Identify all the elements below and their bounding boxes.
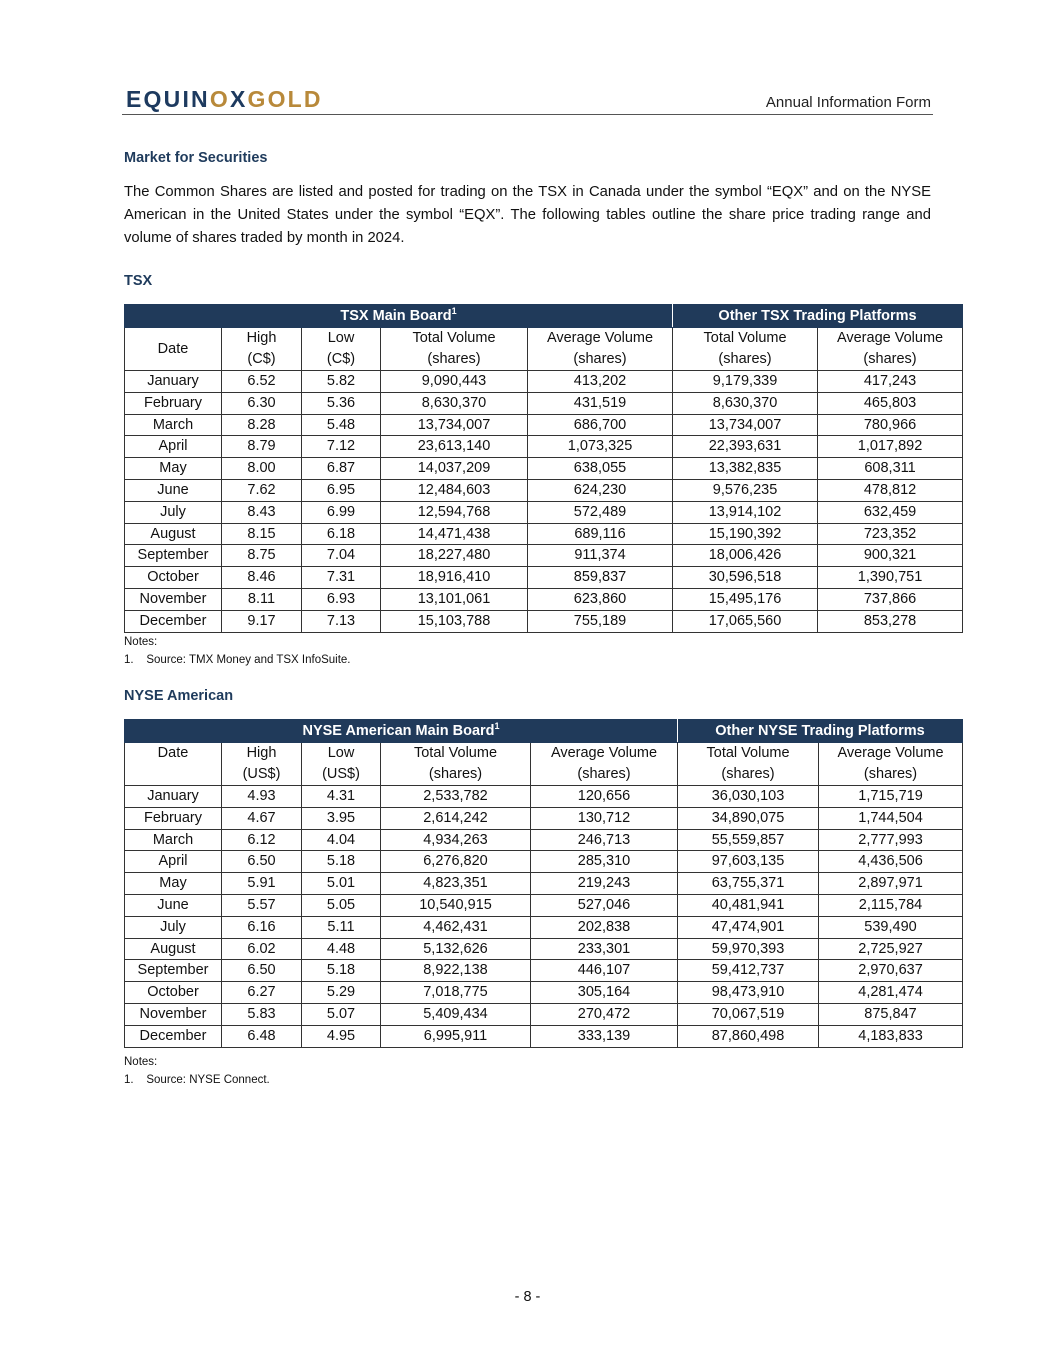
cell-high: 8.46	[222, 567, 302, 589]
cell-date: May	[125, 873, 222, 895]
table-row	[125, 567, 963, 589]
cell-total-volume: 4,934,263	[381, 829, 531, 851]
nyse-table	[124, 719, 963, 1048]
cell-other-total-volume: 13,734,007	[673, 414, 818, 436]
cell-other-total-volume: 55,559,857	[678, 829, 819, 851]
cell-other-average-volume: 1,715,719	[819, 786, 963, 808]
cell-total-volume: 5,409,434	[381, 1003, 531, 1025]
cell-other-total-volume: 17,065,560	[673, 610, 818, 632]
cell-other-average-volume: 608,311	[818, 458, 963, 480]
cell-other-average-volume: 2,897,971	[819, 873, 963, 895]
column-header-low: Low (US$)	[302, 743, 381, 786]
column-header-high: High (US$)	[222, 743, 302, 786]
cell-high: 5.83	[222, 1003, 302, 1025]
cell-other-total-volume: 18,006,426	[673, 545, 818, 567]
cell-total-volume: 8,922,138	[381, 960, 531, 982]
cell-other-average-volume: 4,183,833	[819, 1025, 963, 1047]
cell-date: July	[125, 501, 222, 523]
nyse-main-board-header: NYSE American Main Board$^1$	[125, 720, 678, 743]
cell-other-total-volume: 98,473,910	[678, 982, 819, 1004]
cell-date: May	[125, 458, 222, 480]
cell-other-total-volume: 8,630,370	[673, 392, 818, 414]
cell-high: 6.52	[222, 371, 302, 393]
tsx-note-1: 1. Source: TMX Money and TSX InfoSuite.	[124, 654, 351, 666]
cell-high: 6.50	[222, 851, 302, 873]
table-row	[125, 371, 963, 393]
cell-total-volume: 12,484,603	[381, 479, 528, 501]
table-row	[125, 392, 963, 414]
cell-other-total-volume: 59,970,393	[678, 938, 819, 960]
cell-date: January	[125, 786, 222, 808]
cell-other-total-volume: 30,596,518	[673, 567, 818, 589]
cell-other-total-volume: 70,067,519	[678, 1003, 819, 1025]
cell-low: 4.95	[302, 1025, 381, 1047]
cell-date: October	[125, 567, 222, 589]
cell-other-total-volume: 63,755,371	[678, 873, 819, 895]
cell-low: 5.48	[302, 414, 381, 436]
cell-average-volume: 233,301	[531, 938, 678, 960]
column-header-total-volume: Total Volume (shares)	[381, 328, 528, 371]
cell-average-volume: 1,073,325	[528, 436, 673, 458]
cell-total-volume: 9,090,443	[381, 371, 528, 393]
cell-other-average-volume: 478,812	[818, 479, 963, 501]
cell-other-average-volume: 780,966	[818, 414, 963, 436]
nyse-notes	[124, 1053, 270, 1089]
cell-average-volume: 246,713	[531, 829, 678, 851]
cell-date: January	[125, 371, 222, 393]
cell-other-total-volume: 97,603,135	[678, 851, 819, 873]
cell-date: March	[125, 829, 222, 851]
cell-low: 7.04	[302, 545, 381, 567]
table-row	[125, 588, 963, 610]
cell-high: 6.48	[222, 1025, 302, 1047]
cell-date: September	[125, 960, 222, 982]
cell-average-volume: 130,712	[531, 807, 678, 829]
cell-other-average-volume: 1,744,504	[819, 807, 963, 829]
cell-total-volume: 4,823,351	[381, 873, 531, 895]
cell-low: 5.11	[302, 916, 381, 938]
logo-text-equin: EQUIN	[126, 86, 210, 112]
cell-date: March	[125, 414, 222, 436]
tsx-band-row	[125, 305, 963, 328]
cell-high: 6.16	[222, 916, 302, 938]
column-header-other-total-volume: Total Volume (shares)	[678, 743, 819, 786]
cell-high: 6.50	[222, 960, 302, 982]
cell-total-volume: 15,103,788	[381, 610, 528, 632]
cell-average-volume: 285,310	[531, 851, 678, 873]
cell-other-total-volume: 13,382,835	[673, 458, 818, 480]
cell-low: 6.93	[302, 588, 381, 610]
table-row	[125, 982, 963, 1004]
cell-total-volume: 6,995,911	[381, 1025, 531, 1047]
cell-high: 5.57	[222, 894, 302, 916]
cell-total-volume: 4,462,431	[381, 916, 531, 938]
tsx-column-header-row	[125, 328, 963, 371]
cell-date: September	[125, 545, 222, 567]
footnote-marker: 1	[494, 720, 500, 731]
cell-average-volume: 527,046	[531, 894, 678, 916]
cell-average-volume: 624,230	[528, 479, 673, 501]
cell-date: October	[125, 982, 222, 1004]
cell-total-volume: 10,540,915	[381, 894, 531, 916]
cell-date: July	[125, 916, 222, 938]
cell-total-volume: 14,471,438	[381, 523, 528, 545]
table-row	[125, 807, 963, 829]
column-header-average-volume: Average Volume (shares)	[528, 328, 673, 371]
cell-other-average-volume: 723,352	[818, 523, 963, 545]
nyse-table-body	[125, 786, 963, 1048]
cell-low: 7.31	[302, 567, 381, 589]
page-number: - 8 -	[514, 1289, 541, 1305]
cell-other-average-volume: 2,725,927	[819, 938, 963, 960]
table-row	[125, 938, 963, 960]
cell-other-average-volume: 737,866	[818, 588, 963, 610]
cell-date: August	[125, 938, 222, 960]
logo-text-x: X	[229, 86, 248, 112]
cell-total-volume: 8,630,370	[381, 392, 528, 414]
cell-date: February	[125, 392, 222, 414]
column-header-average-volume: Average Volume (shares)	[531, 743, 678, 786]
table-row	[125, 851, 963, 873]
table-row	[125, 458, 963, 480]
table-row	[125, 414, 963, 436]
tsx-heading: TSX	[124, 273, 153, 289]
column-header-high: High (C$)	[222, 328, 302, 371]
cell-average-volume: 638,055	[528, 458, 673, 480]
cell-high: 8.43	[222, 501, 302, 523]
cell-low: 5.07	[302, 1003, 381, 1025]
cell-average-volume: 623,860	[528, 588, 673, 610]
cell-other-average-volume: 2,115,784	[819, 894, 963, 916]
cell-date: November	[125, 1003, 222, 1025]
cell-total-volume: 18,916,410	[381, 567, 528, 589]
cell-date: November	[125, 588, 222, 610]
tsx-other-platforms-header: Other TSX Trading Platforms	[673, 305, 963, 328]
cell-average-volume: 270,472	[531, 1003, 678, 1025]
document-title: Annual Information Form	[765, 94, 931, 111]
cell-average-volume: 859,837	[528, 567, 673, 589]
notes-label: Notes:	[124, 1056, 158, 1068]
cell-other-average-volume: 1,390,751	[818, 567, 963, 589]
cell-low: 4.48	[302, 938, 381, 960]
cell-average-volume: 413,202	[528, 371, 673, 393]
cell-low: 5.01	[302, 873, 381, 895]
table-row	[125, 501, 963, 523]
column-header-low: Low (C$)	[302, 328, 381, 371]
cell-high: 8.00	[222, 458, 302, 480]
cell-total-volume: 13,734,007	[381, 414, 528, 436]
cell-high: 8.11	[222, 588, 302, 610]
cell-low: 7.12	[302, 436, 381, 458]
nyse-note-1: 1. Source: NYSE Connect.	[124, 1074, 270, 1086]
cell-low: 4.04	[302, 829, 381, 851]
cell-date: June	[125, 479, 222, 501]
cell-total-volume: 5,132,626	[381, 938, 531, 960]
cell-average-volume: 305,164	[531, 982, 678, 1004]
cell-low: 6.99	[302, 501, 381, 523]
column-header-date: Date	[125, 328, 222, 371]
cell-other-total-volume: 13,914,102	[673, 501, 818, 523]
cell-total-volume: 2,533,782	[381, 786, 531, 808]
cell-other-average-volume: 853,278	[818, 610, 963, 632]
cell-low: 5.29	[302, 982, 381, 1004]
cell-other-average-volume: 417,243	[818, 371, 963, 393]
cell-other-total-volume: 47,474,901	[678, 916, 819, 938]
column-header-date: Date	[125, 743, 222, 786]
market-heading: Market for Securities	[124, 150, 268, 166]
nyse-band-row	[125, 720, 963, 743]
logo-text-gold: GOLD	[247, 86, 323, 112]
cell-average-volume: 333,139	[531, 1025, 678, 1047]
cell-average-volume: 572,489	[528, 501, 673, 523]
footnote-marker: 1	[451, 305, 457, 316]
cell-high: 8.79	[222, 436, 302, 458]
cell-other-total-volume: 9,179,339	[673, 371, 818, 393]
cell-date: February	[125, 807, 222, 829]
cell-date: December	[125, 610, 222, 632]
cell-other-total-volume: 15,190,392	[673, 523, 818, 545]
equinox-gold-logo	[126, 86, 323, 113]
cell-date: April	[125, 436, 222, 458]
table-row	[125, 479, 963, 501]
tsx-main-board-header: TSX Main Board$^1$	[125, 305, 673, 328]
cell-date: August	[125, 523, 222, 545]
cell-total-volume: 6,276,820	[381, 851, 531, 873]
cell-other-total-volume: 9,576,235	[673, 479, 818, 501]
cell-high: 4.93	[222, 786, 302, 808]
table-row	[125, 960, 963, 982]
table-row	[125, 610, 963, 632]
cell-average-volume: 686,700	[528, 414, 673, 436]
cell-high: 6.12	[222, 829, 302, 851]
cell-other-total-volume: 87,860,498	[678, 1025, 819, 1047]
column-header-other-average-volume: Average Volume (shares)	[818, 328, 963, 371]
table-row	[125, 786, 963, 808]
cell-total-volume: 18,227,480	[381, 545, 528, 567]
cell-high: 6.27	[222, 982, 302, 1004]
cell-other-total-volume: 36,030,103	[678, 786, 819, 808]
table-row	[125, 873, 963, 895]
cell-total-volume: 23,613,140	[381, 436, 528, 458]
nyse-other-platforms-header: Other NYSE Trading Platforms	[678, 720, 963, 743]
cell-high: 8.75	[222, 545, 302, 567]
cell-date: December	[125, 1025, 222, 1047]
table-row	[125, 916, 963, 938]
cell-average-volume: 446,107	[531, 960, 678, 982]
cell-high: 5.91	[222, 873, 302, 895]
cell-high: 7.62	[222, 479, 302, 501]
cell-low: 3.95	[302, 807, 381, 829]
cell-low: 7.13	[302, 610, 381, 632]
cell-low: 5.18	[302, 851, 381, 873]
cell-low: 6.87	[302, 458, 381, 480]
tsx-table-body	[125, 371, 963, 633]
cell-average-volume: 120,656	[531, 786, 678, 808]
cell-date: June	[125, 894, 222, 916]
logo-text-o: O	[209, 86, 230, 112]
cell-total-volume: 13,101,061	[381, 588, 528, 610]
cell-average-volume: 431,519	[528, 392, 673, 414]
tsx-table	[124, 304, 963, 633]
column-header-other-average-volume: Average Volume (shares)	[819, 743, 963, 786]
cell-other-average-volume: 465,803	[818, 392, 963, 414]
cell-total-volume: 14,037,209	[381, 458, 528, 480]
table-row	[125, 894, 963, 916]
cell-average-volume: 911,374	[528, 545, 673, 567]
cell-low: 5.05	[302, 894, 381, 916]
cell-other-total-volume: 34,890,075	[678, 807, 819, 829]
cell-total-volume: 12,594,768	[381, 501, 528, 523]
cell-other-total-volume: 22,393,631	[673, 436, 818, 458]
nyse-column-header-row	[125, 743, 963, 786]
table-row	[125, 545, 963, 567]
cell-average-volume: 219,243	[531, 873, 678, 895]
cell-other-average-volume: 632,459	[818, 501, 963, 523]
cell-other-average-volume: 1,017,892	[818, 436, 963, 458]
cell-total-volume: 2,614,242	[381, 807, 531, 829]
cell-other-average-volume: 4,281,474	[819, 982, 963, 1004]
cell-high: 6.02	[222, 938, 302, 960]
tsx-notes	[124, 633, 351, 669]
table-row	[125, 829, 963, 851]
cell-other-average-volume: 4,436,506	[819, 851, 963, 873]
cell-low: 6.95	[302, 479, 381, 501]
cell-high: 4.67	[222, 807, 302, 829]
cell-other-average-volume: 2,970,637	[819, 960, 963, 982]
column-header-other-total-volume: Total Volume (shares)	[673, 328, 818, 371]
cell-average-volume: 755,189	[528, 610, 673, 632]
nyse-heading: NYSE American	[124, 688, 234, 704]
cell-low: 6.18	[302, 523, 381, 545]
cell-other-average-volume: 875,847	[819, 1003, 963, 1025]
notes-label: Notes:	[124, 636, 158, 648]
cell-other-total-volume: 15,495,176	[673, 588, 818, 610]
cell-date: April	[125, 851, 222, 873]
table-row	[125, 1003, 963, 1025]
cell-high: 6.30	[222, 392, 302, 414]
cell-other-total-volume: 59,412,737	[678, 960, 819, 982]
header-divider	[122, 114, 933, 115]
cell-high: 8.28	[222, 414, 302, 436]
table-row	[125, 523, 963, 545]
table-row	[125, 436, 963, 458]
cell-other-total-volume: 40,481,941	[678, 894, 819, 916]
cell-low: 5.18	[302, 960, 381, 982]
cell-high: 9.17	[222, 610, 302, 632]
table-row	[125, 1025, 963, 1047]
cell-average-volume: 202,838	[531, 916, 678, 938]
cell-other-average-volume: 900,321	[818, 545, 963, 567]
cell-average-volume: 689,116	[528, 523, 673, 545]
cell-low: 5.36	[302, 392, 381, 414]
cell-other-average-volume: 2,777,993	[819, 829, 963, 851]
column-header-total-volume: Total Volume (shares)	[381, 743, 531, 786]
market-intro-paragraph: The Common Shares are listed and posted for trading on the TSX in Canada under the symbol “EQX” and on the NYSE American in the United States under the symbol “EQX”. The following tables outline the share price trading range and volume of shares traded by month in 2024.	[124, 184, 931, 246]
cell-low: 5.82	[302, 371, 381, 393]
cell-low: 4.31	[302, 786, 381, 808]
cell-other-average-volume: 539,490	[819, 916, 963, 938]
cell-high: 8.15	[222, 523, 302, 545]
cell-total-volume: 7,018,775	[381, 982, 531, 1004]
